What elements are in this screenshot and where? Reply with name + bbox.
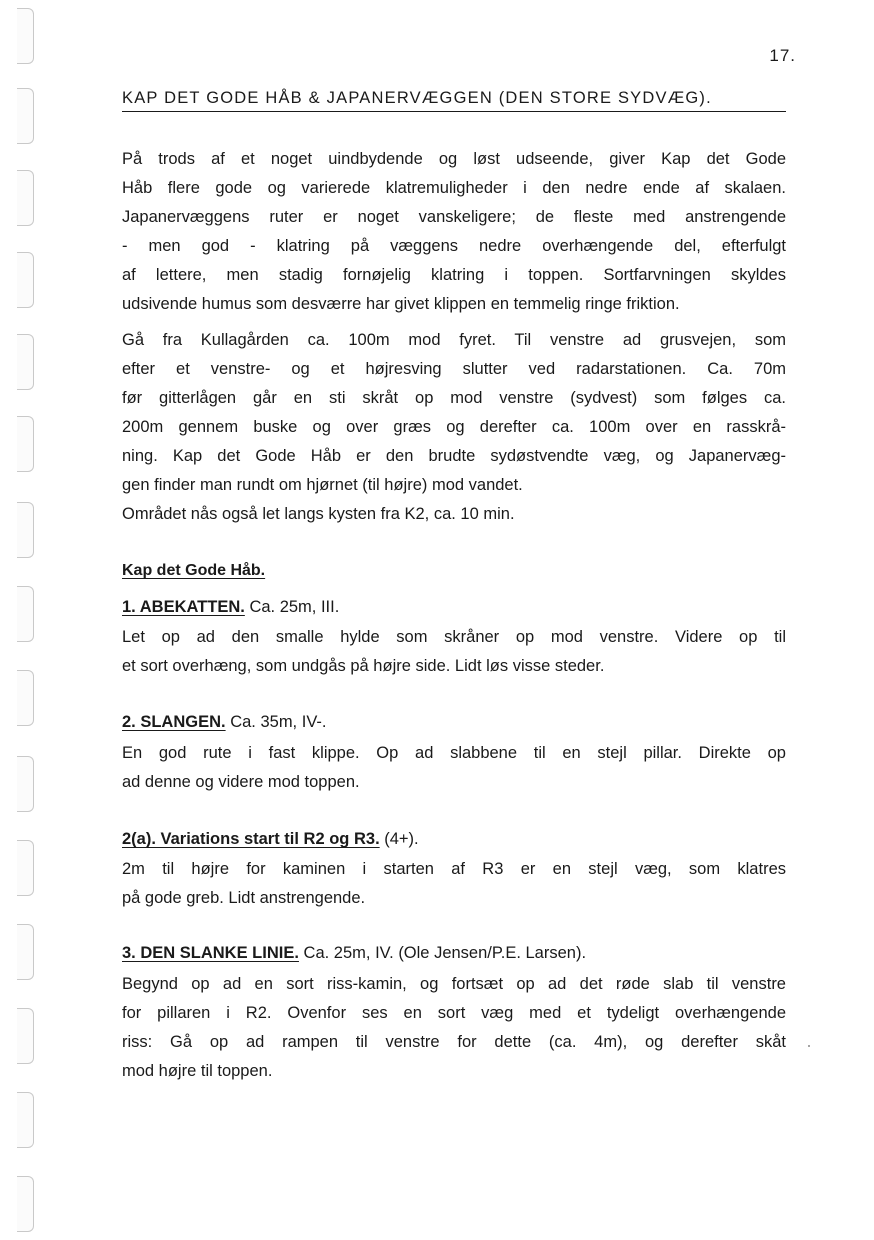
text-line: mod højre til toppen. bbox=[122, 1062, 273, 1080]
route-heading bbox=[122, 944, 586, 963]
binder-hole bbox=[17, 756, 34, 812]
text-line: Begynd op ad en sort riss-kamin, og fortsæt op ad det røde slab til venstre bbox=[122, 975, 786, 993]
binder-hole bbox=[17, 586, 34, 642]
binder-hole bbox=[17, 170, 34, 226]
text-line: af lettere, men stadig fornøjelig klatring i toppen. Sortfarvningen skyldes bbox=[122, 266, 786, 284]
route-details: (4+). bbox=[384, 830, 419, 848]
binder-hole bbox=[17, 502, 34, 558]
route-name: 3. DEN SLANKE LINIE. bbox=[122, 944, 299, 962]
route-description bbox=[122, 970, 786, 1086]
text-line: før gitterlågen går en sti skråt op mod venstre (sydvest) som følges ca. bbox=[122, 389, 786, 407]
route-heading bbox=[122, 598, 339, 617]
page-number: 17. bbox=[769, 46, 796, 65]
text-line: Japanervæggens ruter er noget vanskeligere; de fleste med anstrengende bbox=[122, 208, 786, 226]
route-description bbox=[122, 739, 786, 797]
binder-hole bbox=[17, 924, 34, 980]
text-line: Let op ad den smalle hylde som skråner op mod venstre. Videre op til bbox=[122, 628, 786, 646]
binder-edge bbox=[0, 0, 48, 1240]
page-title: KAP DET GODE HÅB & JAPANERVÆGGEN (DEN STORE SYDVÆG). bbox=[122, 89, 786, 112]
route-details: Ca. 35m, IV-. bbox=[230, 713, 327, 731]
binder-hole bbox=[17, 8, 34, 64]
text-line: gen finder man rundt om hjørnet (til højre) mod vandet. bbox=[122, 476, 523, 494]
text-line: På trods af et noget uindbydende og løst udseende, giver Kap det Gode bbox=[122, 150, 786, 168]
text-line: 2m til højre for kaminen i starten af R3 er en stejl væg, som klatres bbox=[122, 860, 786, 878]
binder-hole bbox=[17, 252, 34, 308]
route-details: Ca. 25m, IV. (Ole Jensen/P.E. Larsen). bbox=[303, 944, 587, 962]
route-name: 2. SLANGEN. bbox=[122, 713, 226, 731]
binder-hole bbox=[17, 840, 34, 896]
binder-hole bbox=[17, 416, 34, 472]
scan-speck bbox=[808, 1045, 810, 1047]
text-line: for pillaren i R2. Ovenfor ses en sort væg med et tydeligt overhængende bbox=[122, 1004, 786, 1022]
route-heading bbox=[122, 830, 419, 849]
text-line: ad denne og videre mod toppen. bbox=[122, 773, 360, 791]
binder-hole bbox=[17, 88, 34, 144]
text-line: riss: Gå op ad rampen til venstre for dette (ca. 4m), og derefter skåt bbox=[122, 1033, 786, 1051]
route-name: 2(a). Variations start til R2 og R3. bbox=[122, 830, 380, 848]
route-details: Ca. 25m, III. bbox=[249, 598, 340, 616]
route-heading bbox=[122, 713, 327, 732]
binder-hole bbox=[17, 1176, 34, 1232]
text-line: ning. Kap det Gode Håb er den brudte sydøstvendte væg, og Japanervæg- bbox=[122, 447, 786, 465]
binder-hole bbox=[17, 1092, 34, 1148]
text-line: udsivende humus som desværre har givet klippen en temmelig ringe friktion. bbox=[122, 295, 680, 313]
text-line: Håb flere gode og varierede klatremuligheder i den nedre ende af skalaen. bbox=[122, 179, 786, 197]
section-heading: Kap det Gode Håb. bbox=[122, 562, 266, 579]
binder-hole bbox=[17, 334, 34, 390]
text-line: - men god - klatring på væggens nedre overhængende del, efterfulgt bbox=[122, 237, 786, 255]
directions-paragraph bbox=[122, 326, 786, 529]
intro-paragraph bbox=[122, 145, 786, 319]
text-line: et sort overhæng, som undgås på højre side. Lidt løs visse steder. bbox=[122, 657, 605, 675]
binder-hole bbox=[17, 670, 34, 726]
text-line: En god rute i fast klippe. Op ad slabbene til en stejl pillar. Direkte op bbox=[122, 744, 786, 762]
text-line: efter et venstre- og et højresving slutter ved radarstationen. Ca. 70m bbox=[122, 360, 786, 378]
text-line: Området nås også let langs kysten fra K2, ca. 10 min. bbox=[122, 505, 515, 523]
route-description bbox=[122, 623, 786, 681]
text-line: Gå fra Kullagården ca. 100m mod fyret. Til venstre ad grusvejen, som bbox=[122, 331, 786, 349]
binder-hole bbox=[17, 1008, 34, 1064]
text-line: 200m gennem buske og over græs og derefter ca. 100m over en rasskrå- bbox=[122, 418, 786, 436]
route-description bbox=[122, 855, 786, 913]
route-name: 1. ABEKATTEN. bbox=[122, 598, 245, 616]
text-line: på gode greb. Lidt anstrengende. bbox=[122, 889, 366, 907]
